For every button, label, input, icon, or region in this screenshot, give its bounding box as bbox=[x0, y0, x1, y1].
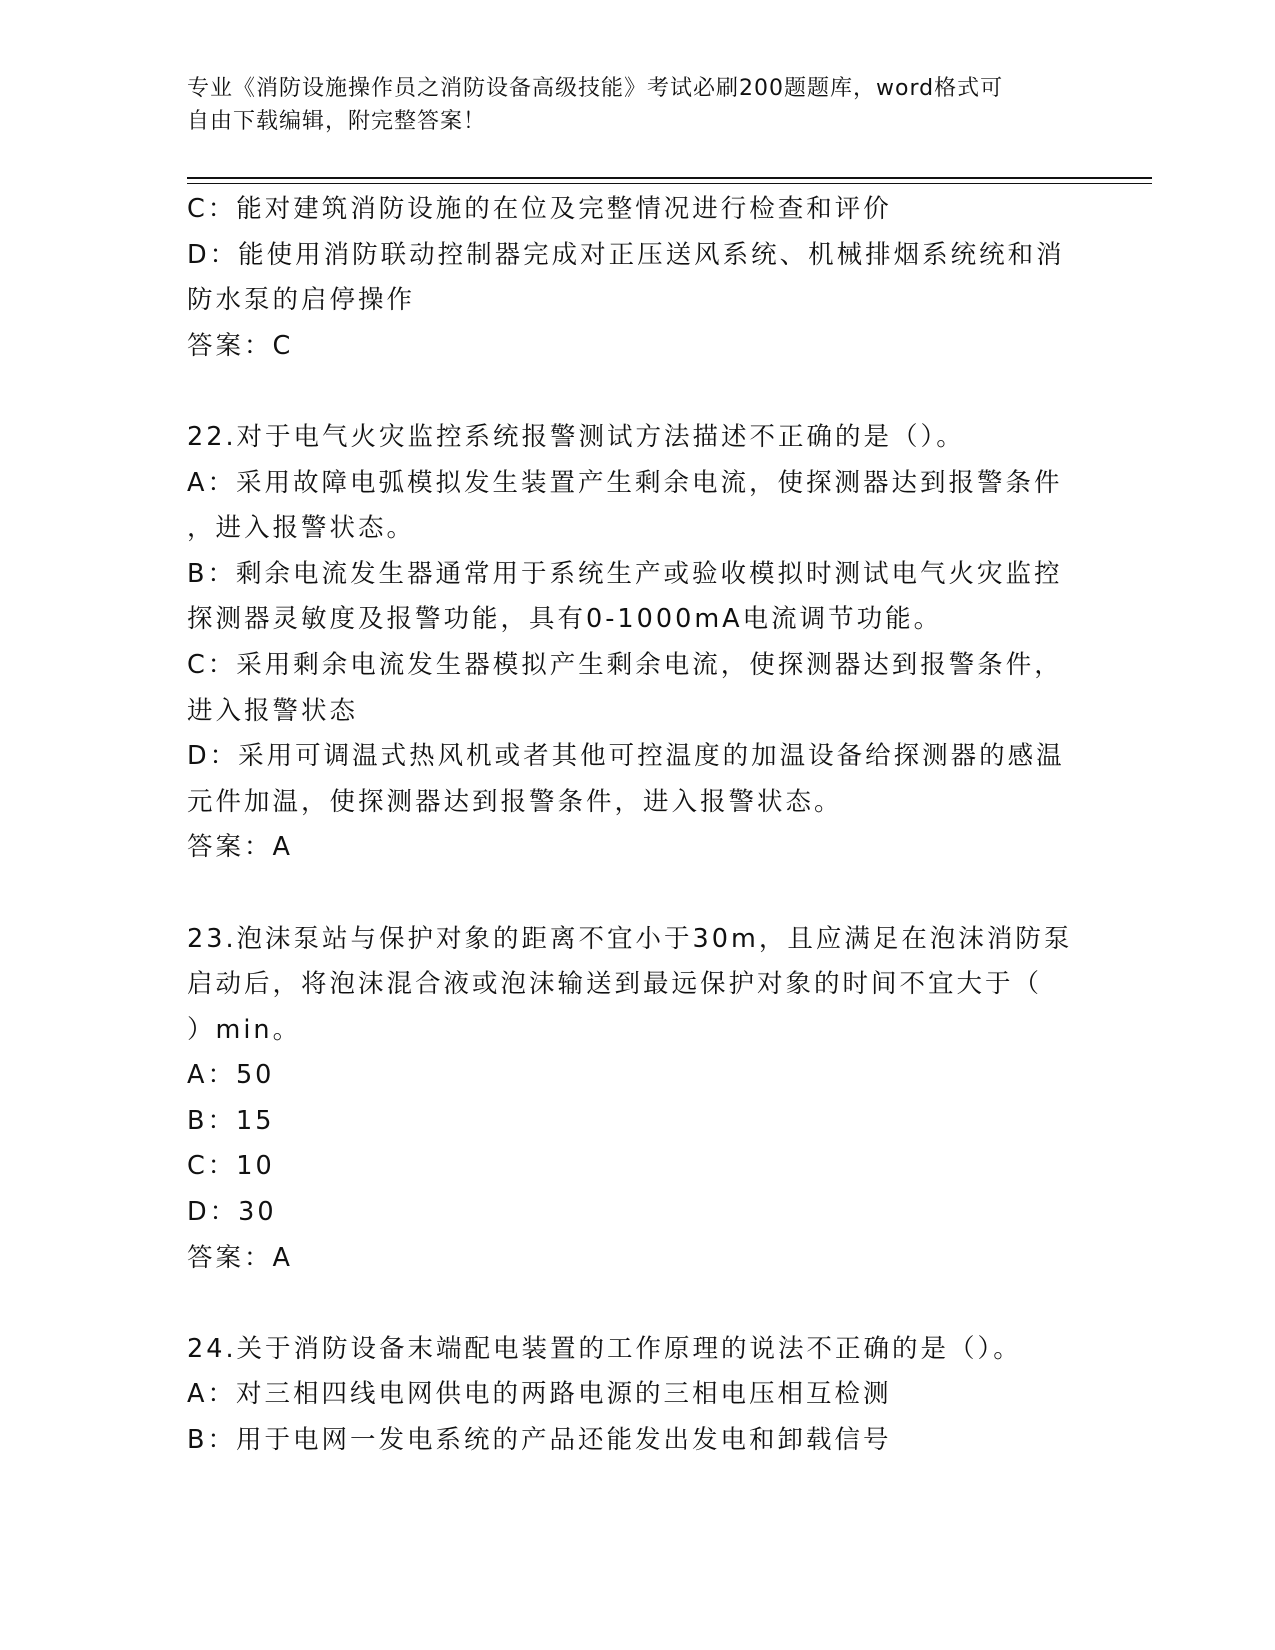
header-line: 自由下载编辑，附完整答案！ bbox=[187, 109, 487, 134]
document-header bbox=[187, 72, 1087, 138]
option-c-cont: 进入报警状态 bbox=[187, 695, 359, 726]
answer: 答案：A bbox=[187, 1242, 293, 1273]
option-d: D：采用可调温式热风机或者其他可控温度的加温设备给探测器的感温 bbox=[187, 741, 1065, 772]
question-stem-cont: 启动后，将泡沫混合液或泡沫输送到最远保护对象的时间不宜大于（ bbox=[187, 969, 1043, 1000]
header-rule-thick bbox=[187, 177, 1152, 179]
option-a: A：对三相四线电网供电的两路电源的三相电压相互检测 bbox=[187, 1379, 892, 1410]
question-22 bbox=[187, 415, 1087, 871]
header-rule-thin bbox=[187, 183, 1152, 184]
spacer bbox=[187, 871, 1087, 917]
option-a-cont: ，进入报警状态。 bbox=[187, 513, 416, 544]
question-23 bbox=[187, 917, 1087, 1282]
spacer bbox=[187, 369, 1087, 415]
question-24 bbox=[187, 1327, 1087, 1464]
option-c: C：10 bbox=[187, 1151, 275, 1182]
option-b: B：剩余电流发生器通常用于系统生产或验收模拟时测试电气火灾监控 bbox=[187, 558, 1063, 589]
option-a: A：采用故障电弧模拟发生装置产生剩余电流，使探测器达到报警条件 bbox=[187, 467, 1063, 498]
spacer bbox=[187, 1281, 1087, 1327]
question-stem: 22.对于电气火灾监控系统报警测试方法描述不正确的是（）。 bbox=[187, 421, 965, 452]
answer: 答案：C bbox=[187, 330, 294, 361]
option-d: D：能使用消防联动控制器完成对正压送风系统、机械排烟系统统和消 bbox=[187, 239, 1065, 270]
option-a: A：50 bbox=[187, 1060, 275, 1091]
option-b-cont: 探测器灵敏度及报警功能，具有0-1000mA电流调节功能。 bbox=[187, 604, 943, 635]
option-b: B：15 bbox=[187, 1105, 275, 1136]
question-stem-cont: ）min。 bbox=[187, 1014, 302, 1045]
option-c: C：采用剩余电流发生器模拟产生剩余电流，使探测器达到报警条件， bbox=[187, 649, 1063, 680]
question-stem: 23.泡沫泵站与保护对象的距离不宜小于30m，且应满足在泡沫消防泵 bbox=[187, 923, 1073, 954]
option-d: D：30 bbox=[187, 1197, 277, 1228]
option-d-cont: 元件加温，使探测器达到报警条件，进入报警状态。 bbox=[187, 786, 843, 817]
answer: 答案：A bbox=[187, 832, 293, 863]
header-line: 专业《消防设施操作员之消防设备高级技能》考试必刷200题题库，word格式可 bbox=[187, 76, 1004, 101]
question-stem: 24.关于消防设备末端配电装置的工作原理的说法不正确的是（）。 bbox=[187, 1333, 1022, 1364]
option-c: C：能对建筑消防设施的在位及完整情况进行检查和评价 bbox=[187, 194, 892, 224]
option-b: B：用于电网一发电系统的产品还能发出发电和卸载信号 bbox=[187, 1425, 892, 1456]
question-21-tail bbox=[187, 187, 1087, 369]
option-d-cont: 防水泵的启停操作 bbox=[187, 285, 416, 316]
question-list bbox=[187, 187, 1087, 1464]
